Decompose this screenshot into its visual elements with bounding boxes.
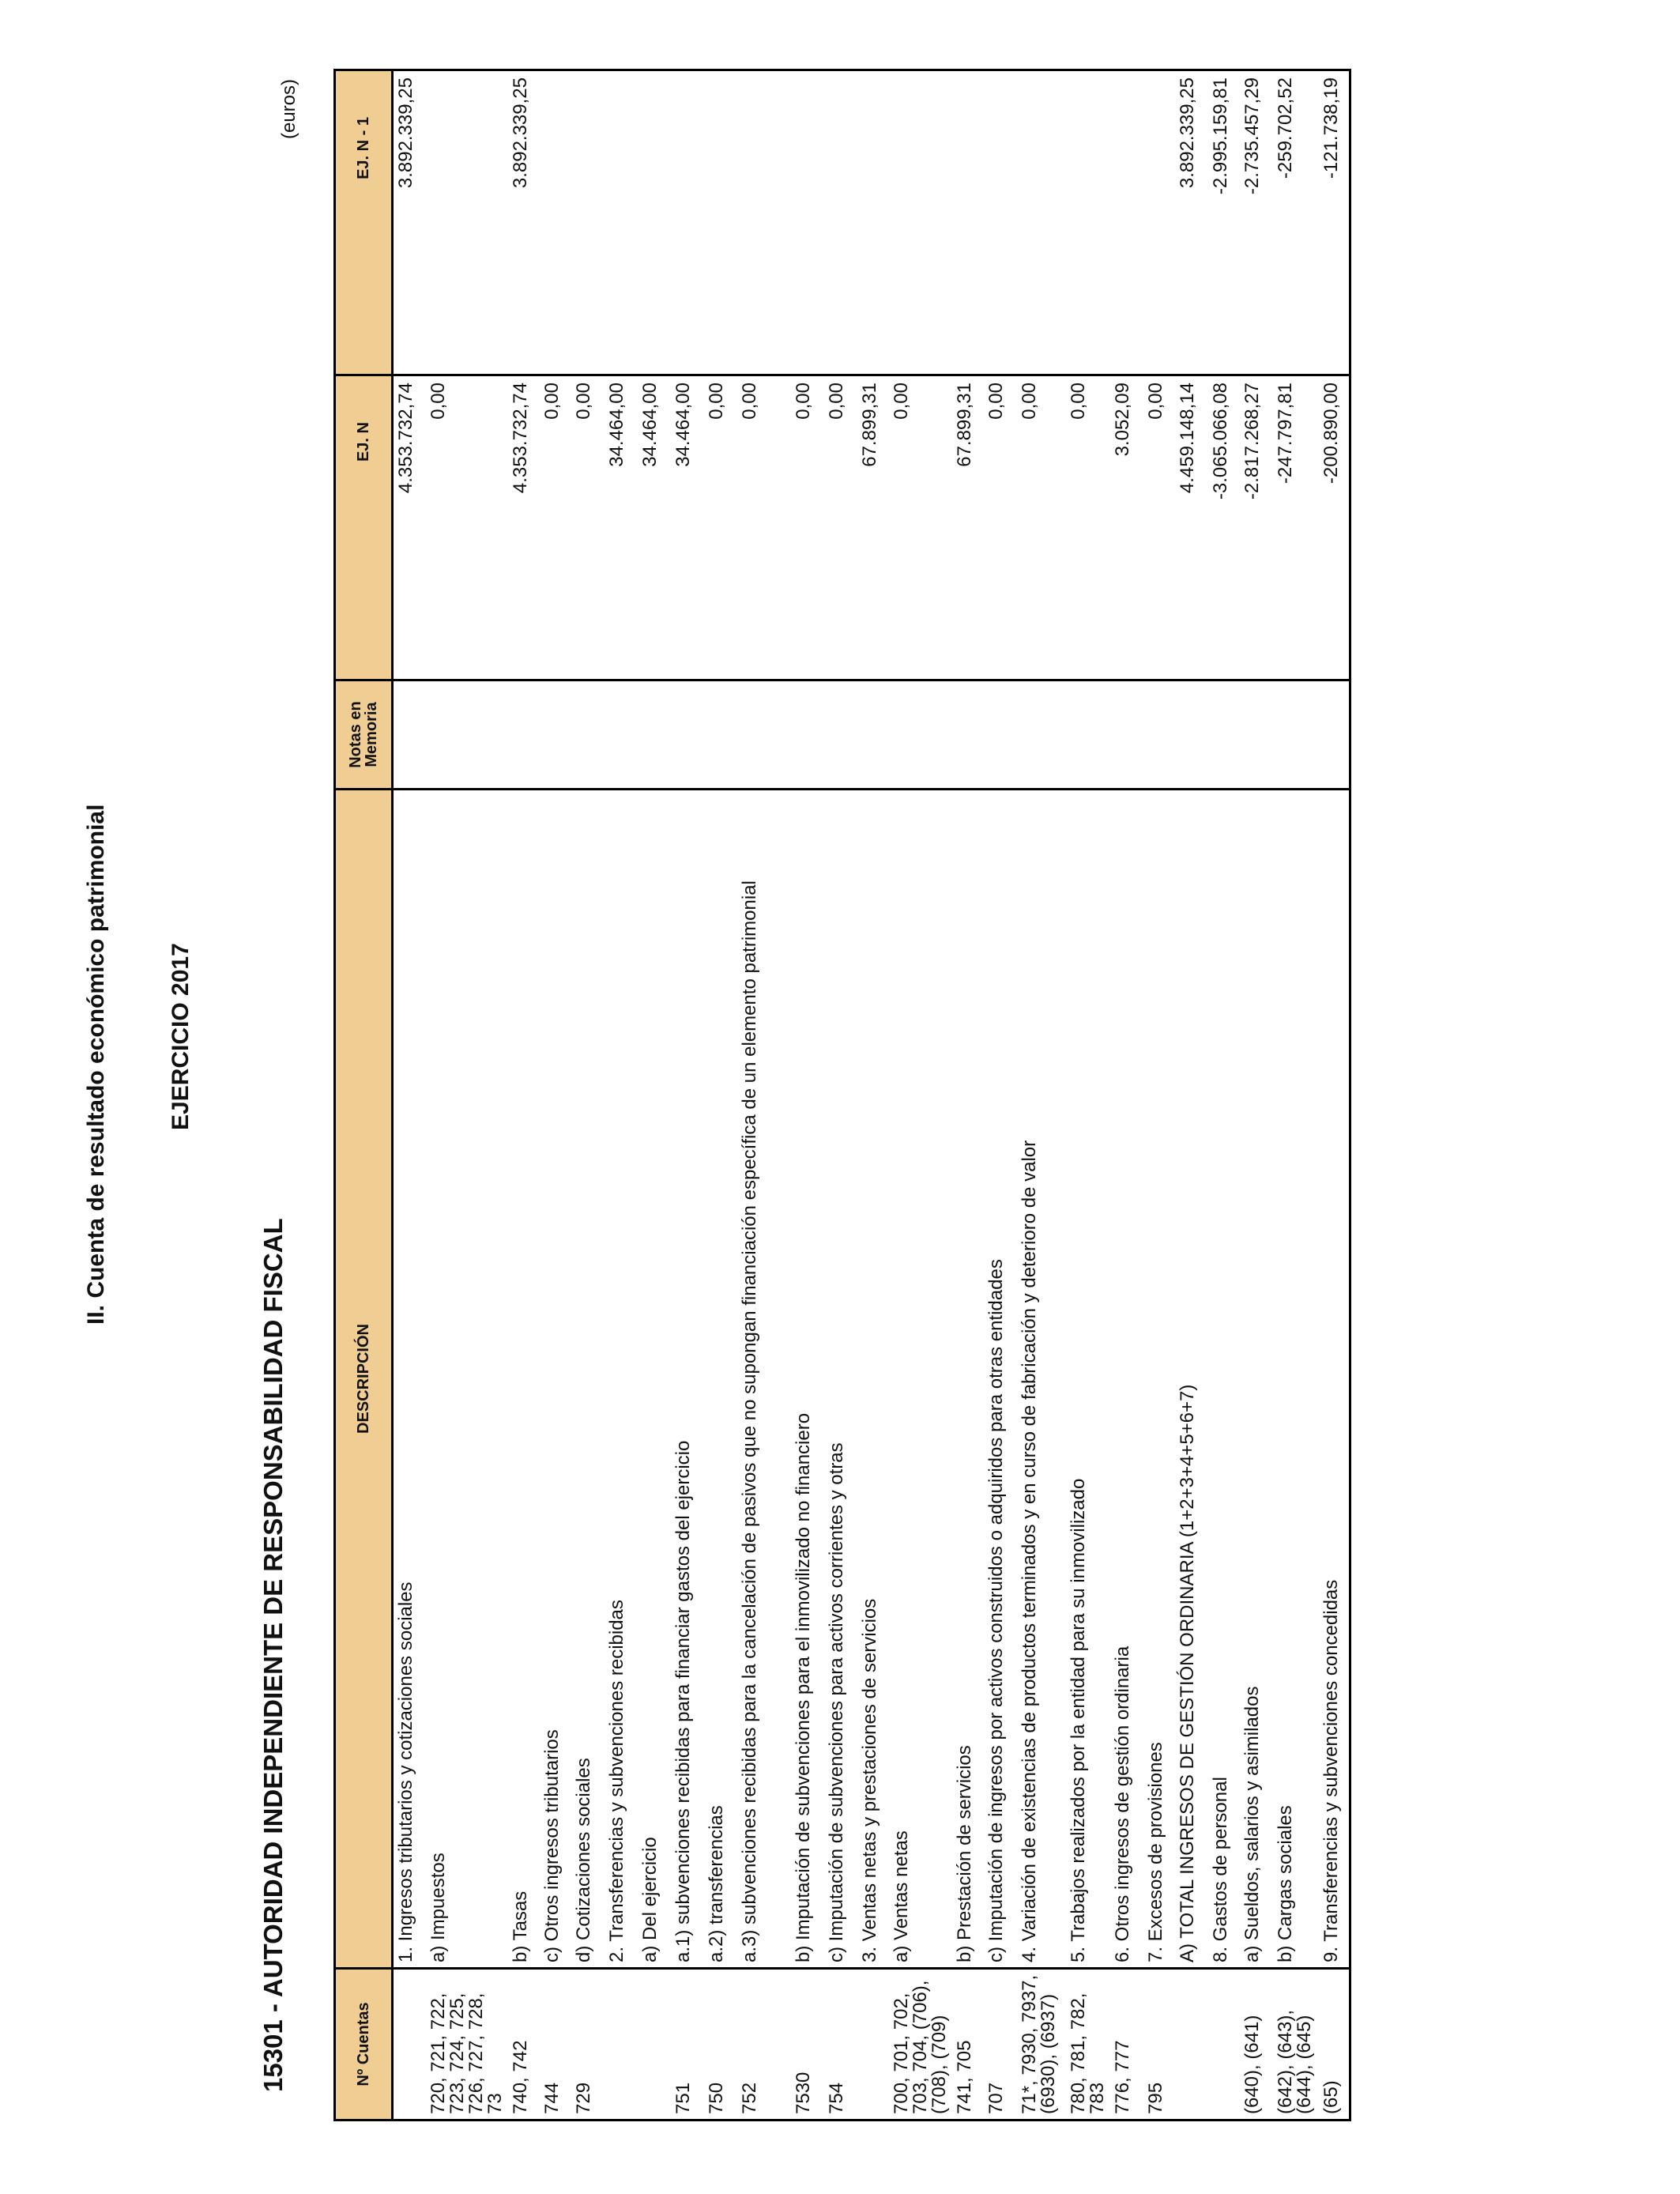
description-cell: 5. Trabajos realizados por la entidad para su inmovilizado: [1066, 790, 1110, 1969]
current-year-value-cell: 0,00: [791, 375, 824, 680]
prior-year-value-cell: [824, 70, 857, 375]
description-cell: b) Imputación de subvenciones para el inmovilizado no financiero: [791, 790, 824, 1969]
notes-cell: [571, 680, 605, 790]
account-codes-cell: 729: [572, 2082, 594, 2114]
table-row: [1143, 70, 1175, 2120]
table-row: [791, 70, 824, 2120]
account-codes-cell: 7530: [792, 2071, 814, 2114]
account-codes-cell: 700, 701, 702, 703, 704, (706), (708), (709): [890, 1980, 950, 2114]
current-year-value-cell: 67.899,31: [952, 375, 984, 680]
prior-year-value-cell: [857, 70, 889, 375]
table-row: [638, 70, 671, 2120]
account-codes-cell: [605, 1969, 638, 2120]
notes-cell: [824, 680, 857, 790]
description-cell: 2. Transferencias y subvenciones recibidas: [605, 790, 638, 1969]
description-cell: 7. Excesos de provisiones: [1143, 790, 1175, 1969]
table-row: [605, 70, 638, 2120]
description-cell: a) Impuestos: [426, 790, 508, 1969]
notes-cell: [737, 680, 791, 790]
description-cell: c) Imputación de subvenciones para activos corrientes y otras: [824, 790, 857, 1969]
current-year-value-cell: 34.464,00: [605, 375, 638, 680]
current-year-value-cell: 0,00: [1143, 375, 1175, 680]
notes-cell: [508, 680, 540, 790]
notes-cell: [605, 680, 638, 790]
notes-cell: [638, 680, 671, 790]
account-codes-cell: 740, 742: [509, 2040, 531, 2114]
prior-year-value-cell: [426, 70, 508, 375]
description-cell: 3. Ventas netas y prestaciones de servicios: [857, 790, 889, 1969]
description-cell: 4. Variación de existencias de productos terminados y en curso de fabricación y deterioro de valor: [1017, 790, 1066, 1969]
prior-year-value-cell: [704, 70, 737, 375]
table-row: [571, 70, 605, 2120]
notes-cell: [889, 680, 952, 790]
notes-cell: [1175, 680, 1208, 790]
prior-year-value-cell: [889, 70, 952, 375]
notes-cell: [984, 680, 1017, 790]
notes-cell: [540, 680, 571, 790]
account-codes-cell: [857, 1969, 889, 2120]
col-header-notas: Notas en Memoria: [335, 680, 393, 790]
account-codes-cell: (640), (641): [1241, 2015, 1263, 2114]
account-codes-cell: 752: [738, 2082, 760, 2114]
table-row: [540, 70, 571, 2120]
notes-cell: [1110, 680, 1143, 790]
current-year-value-cell: 0,00: [1017, 375, 1066, 680]
notes-cell: [671, 680, 704, 790]
table-row: [857, 70, 889, 2120]
prior-year-value-cell: 3.892.339,25: [393, 70, 426, 375]
description-cell: 9. Transferencias y subvenciones concedidas: [1319, 790, 1350, 1969]
table-row: [426, 70, 508, 2120]
page-title: II. Cuenta de resultado económico patrimonial: [83, 804, 109, 1325]
prior-year-value-cell: [571, 70, 605, 375]
table-header-row: [335, 70, 393, 2120]
notes-cell: [393, 680, 426, 790]
account-codes-cell: (642), (643), (644), (645): [1274, 2009, 1315, 2114]
notes-cell: [1273, 680, 1319, 790]
current-year-value-cell: 4.353.732,74: [508, 375, 540, 680]
table-row: [1319, 70, 1350, 2120]
table-row: [1017, 70, 1066, 2120]
prior-year-value-cell: [737, 70, 791, 375]
current-year-value-cell: 34.464,00: [671, 375, 704, 680]
notes-cell: [857, 680, 889, 790]
account-codes-cell: [638, 1969, 671, 2120]
prior-year-value-cell: [605, 70, 638, 375]
prior-year-value-cell: 3.892.339,25: [508, 70, 540, 375]
table-row: [671, 70, 704, 2120]
table-row: [1066, 70, 1110, 2120]
col-header-cuentas: Nº Cuentas: [335, 1969, 393, 2120]
description-cell: b) Tasas: [508, 790, 540, 1969]
prior-year-value-cell: [540, 70, 571, 375]
prior-year-value-cell: [791, 70, 824, 375]
table-body: [393, 70, 1350, 2120]
prior-year-value-cell: [984, 70, 1017, 375]
table-row: [737, 70, 791, 2120]
table-row: [824, 70, 857, 2120]
table-row: [508, 70, 540, 2120]
current-year-value-cell: 0,00: [540, 375, 571, 680]
account-codes-cell: 720, 721, 722, 723, 724, 725, 726, 727, 728, 73: [427, 1992, 506, 2114]
table-row: [1240, 70, 1273, 2120]
account-codes-cell: 776, 777: [1111, 2040, 1133, 2114]
description-cell: a.1) subvenciones recibidas para financiar gastos del ejercicio: [671, 790, 704, 1969]
description-cell: b) Cargas sociales: [1273, 790, 1319, 1969]
account-codes-cell: 751: [672, 2082, 694, 2114]
account-codes-cell: 707: [985, 2082, 1007, 2114]
current-year-value-cell: 0,00: [426, 375, 508, 680]
account-codes-cell: [393, 1969, 426, 2120]
col-header-ej-n: EJ. N: [335, 375, 393, 680]
entity-name: 15301 - AUTORIDAD INDEPENDIENTE DE RESPONSABILIDAD FISCAL: [258, 1218, 288, 2092]
notes-cell: [1143, 680, 1175, 790]
col-header-descripcion: DESCRIPCIÓN: [335, 790, 393, 1969]
table-row: [889, 70, 952, 2120]
description-cell: 8. Gastos de personal: [1208, 790, 1240, 1969]
description-cell: a) Del ejercicio: [638, 790, 671, 1969]
table-row: [952, 70, 984, 2120]
notes-cell: [426, 680, 508, 790]
notes-cell: [952, 680, 984, 790]
units-label: (euros): [278, 78, 299, 139]
table-row: [984, 70, 1017, 2120]
prior-year-value-cell: [638, 70, 671, 375]
table-row: [1175, 70, 1208, 2120]
current-year-value-cell: 4.353.732,74: [393, 375, 426, 680]
description-cell: 6. Otros ingresos de gestión ordinaria: [1110, 790, 1143, 1969]
prior-year-value-cell: [1110, 70, 1143, 375]
current-year-value-cell: 0,00: [824, 375, 857, 680]
description-cell: c) Otros ingresos tributarios: [540, 790, 571, 1969]
prior-year-value-cell: -259.702,52: [1273, 70, 1319, 375]
prior-year-value-cell: [1066, 70, 1110, 375]
notes-cell: [1319, 680, 1350, 790]
prior-year-value-cell: -2.735.457,29: [1240, 70, 1273, 375]
current-year-value-cell: 4.459.148,14: [1175, 375, 1208, 680]
account-codes-cell: 795: [1144, 2082, 1166, 2114]
description-cell: b) Prestación de servicios: [952, 790, 984, 1969]
prior-year-value-cell: -2.995.159,81: [1208, 70, 1240, 375]
notes-cell: [704, 680, 737, 790]
prior-year-value-cell: -121.738,19: [1319, 70, 1350, 375]
current-year-value-cell: 0,00: [571, 375, 605, 680]
current-year-value-cell: -2.817.268,27: [1240, 375, 1273, 680]
description-cell: A) TOTAL INGRESOS DE GESTIÓN ORDINARIA (1+2+3+4+5+6+7): [1175, 790, 1208, 1969]
account-codes-cell: 754: [825, 2082, 847, 2114]
current-year-value-cell: -247.797,81: [1273, 375, 1319, 680]
table-row: [1208, 70, 1240, 2120]
prior-year-value-cell: [671, 70, 704, 375]
current-year-value-cell: 0,00: [889, 375, 952, 680]
account-codes-cell: 71*, 7930, 7937, (6930), (6937): [1018, 1974, 1059, 2114]
table-row: [1110, 70, 1143, 2120]
current-year-value-cell: 3.052,09: [1110, 375, 1143, 680]
prior-year-value-cell: [952, 70, 984, 375]
prior-year-value-cell: 3.892.339,25: [1175, 70, 1208, 375]
description-cell: 1. Ingresos tributarios y cotizaciones sociales: [393, 790, 426, 1969]
col-header-ej-n1: EJ. N - 1: [335, 70, 393, 375]
description-cell: a.2) transferencias: [704, 790, 737, 1969]
current-year-value-cell: 34.464,00: [638, 375, 671, 680]
exercise-year: EJERCICIO 2017: [168, 943, 194, 1130]
account-codes-cell: 780, 781, 782, 783: [1067, 1992, 1108, 2114]
current-year-value-cell: 0,00: [737, 375, 791, 680]
prior-year-value-cell: [1143, 70, 1175, 375]
table-row: [393, 70, 426, 2120]
account-codes-cell: (65): [1320, 2080, 1342, 2114]
table-row: [704, 70, 737, 2120]
notes-cell: [1208, 680, 1240, 790]
notes-cell: [791, 680, 824, 790]
account-codes-cell: [1175, 1969, 1208, 2120]
account-codes-cell: 750: [705, 2082, 727, 2114]
current-year-value-cell: 0,00: [984, 375, 1017, 680]
current-year-value-cell: -3.065.066,08: [1208, 375, 1240, 680]
result-account-table: [333, 69, 1351, 2121]
current-year-value-cell: 67.899,31: [857, 375, 889, 680]
account-codes-cell: 744: [541, 2082, 563, 2114]
description-cell: c) Imputación de ingresos por activos construidos o adquiridos para otras entidades: [984, 790, 1017, 1969]
notes-cell: [1017, 680, 1066, 790]
notes-cell: [1240, 680, 1273, 790]
description-cell: a) Sueldos, salarios y asimilados: [1240, 790, 1273, 1969]
account-codes-cell: 741, 705: [953, 2040, 975, 2114]
description-cell: a.3) subvenciones recibidas para la cancelación de pasivos que no supongan financiación específica de un elemento patrimonial: [737, 790, 791, 1969]
prior-year-value-cell: [1017, 70, 1066, 375]
description-cell: d) Cotizaciones sociales: [571, 790, 605, 1969]
account-codes-cell: [1208, 1969, 1240, 2120]
current-year-value-cell: -200.890,00: [1319, 375, 1350, 680]
current-year-value-cell: 0,00: [704, 375, 737, 680]
current-year-value-cell: 0,00: [1066, 375, 1110, 680]
table-row: [1273, 70, 1319, 2120]
notes-cell: [1066, 680, 1110, 790]
description-cell: a) Ventas netas: [889, 790, 952, 1969]
